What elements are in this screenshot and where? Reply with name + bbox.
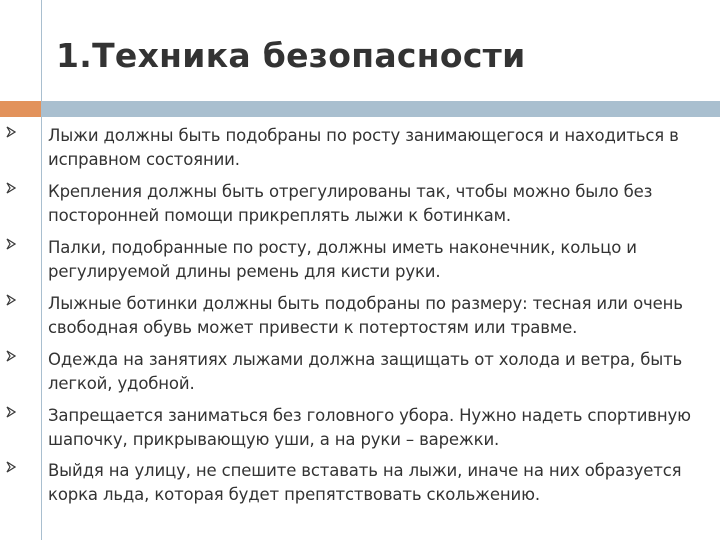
arrowhead-bullet-icon xyxy=(6,182,16,194)
arrowhead-bullet-icon xyxy=(6,350,16,362)
arrowhead-bullet-icon xyxy=(6,294,16,306)
list-item-text: Лыжные ботинки должны быть подобраны по размеру: тесная или очень свободная обувь может привести к потертостям или травме. xyxy=(48,294,683,337)
slide-title: 1.Техника безопасности xyxy=(56,36,526,75)
list-item xyxy=(0,348,720,400)
accent-bar xyxy=(0,101,41,117)
list-item xyxy=(0,124,720,176)
header-rule xyxy=(41,101,720,117)
list-item-text: Одежда на занятиях лыжами должна защищать от холода и ветра, быть легкой, удобной. xyxy=(48,350,683,393)
arrowhead-bullet-icon xyxy=(6,406,16,418)
arrowhead-bullet-icon xyxy=(6,126,16,138)
list-item xyxy=(0,404,720,456)
list-item-text: Лыжи должны быть подобраны по росту занимающегося и находиться в исправном состоянии. xyxy=(48,126,679,169)
list-item xyxy=(0,180,720,232)
list-item xyxy=(0,459,720,511)
list-item-text: Крепления должны быть отрегулированы так, чтобы можно было без посторонней помощи прикреплять лыжи к ботинкам. xyxy=(48,182,653,225)
list-item-text: Выйдя на улицу, не спешите вставать на лыжи, иначе на них образуется корка льда, которая будет препятствовать скольжению. xyxy=(48,461,682,504)
arrowhead-bullet-icon xyxy=(6,238,16,250)
list-item-text: Палки, подобранные по росту, должны иметь наконечник, кольцо и регулируемой длины ремень для кисти руки. xyxy=(48,238,637,281)
list-item xyxy=(0,292,720,344)
list-item-text: Запрещается заниматься без головного убора. Нужно надеть спортивную шапочку, прикрывающую уши, а на руки – варежки. xyxy=(48,406,691,449)
list-item xyxy=(0,236,720,288)
arrowhead-bullet-icon xyxy=(6,461,16,473)
